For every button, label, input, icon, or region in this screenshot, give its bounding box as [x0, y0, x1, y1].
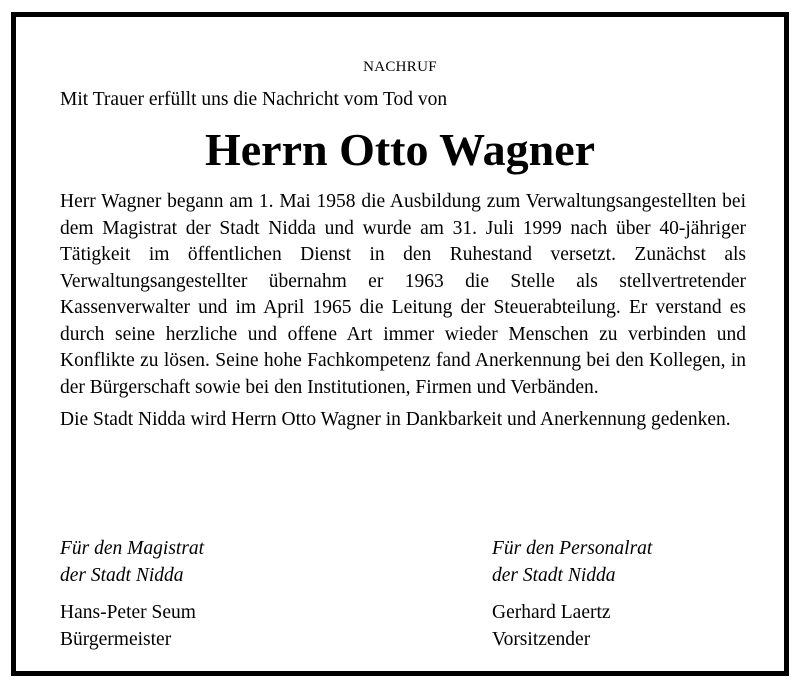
signature-org [492, 535, 792, 589]
signature-person [60, 599, 360, 653]
signature-personalrat [492, 535, 792, 653]
biography-paragraph: Herr Wagner begann am 1. Mai 1958 die Ausbildung zum Verwaltungsangestellten bei dem Magistrat der Stadt Nidda und wurde am 31. Juli 1999 nach über 40-jähriger Tätigkeit im öffentlichen Dienst in den Ruhestand versetzt. Zunächst als Verwaltungsangestellter übernahm er 1963 die Stelle als stellvertretender Kassenverwalter und im April 1965 die Leitung der Steuerabteilung. Er verstand es durch seine herzliche und offene Art immer wieder Menschen zu verbinden und Konflikte zu lösen. Seine hohe Fachkompetenz fand Anerkennung bei den Kollegen, in der Bürgerschaft sowie bei den Institutionen, Firmen und Verbänden. [60, 191, 746, 398]
signature-person-role: Vorsitzender [492, 629, 591, 650]
signature-org-line: Für den Personalrat [492, 538, 653, 559]
signature-person-name: Gerhard Laertz [492, 602, 611, 623]
notice-heading: NACHRUF [363, 59, 437, 75]
obituary-frame [11, 12, 789, 676]
closing-paragraph: Die Stadt Nidda wird Herrn Otto Wagner in Dankbarkeit und Anerkennung gedenken. [60, 409, 731, 430]
signature-org-line: Für den Magistrat [60, 538, 205, 559]
signature-person [492, 599, 792, 653]
signature-org-line: der Stadt Nidda [492, 565, 616, 586]
signature-org [60, 535, 360, 589]
deceased-name: Herrn Otto Wagner [204, 124, 596, 175]
signature-org-line: der Stadt Nidda [60, 565, 184, 586]
signature-person-name: Hans-Peter Seum [60, 602, 196, 623]
signature-person-role: Bürgermeister [60, 629, 172, 650]
obituary-body [60, 189, 746, 434]
signature-magistrat [60, 535, 360, 653]
intro-line: Mit Trauer erfüllt uns die Nachricht vom Tod von [60, 89, 448, 110]
